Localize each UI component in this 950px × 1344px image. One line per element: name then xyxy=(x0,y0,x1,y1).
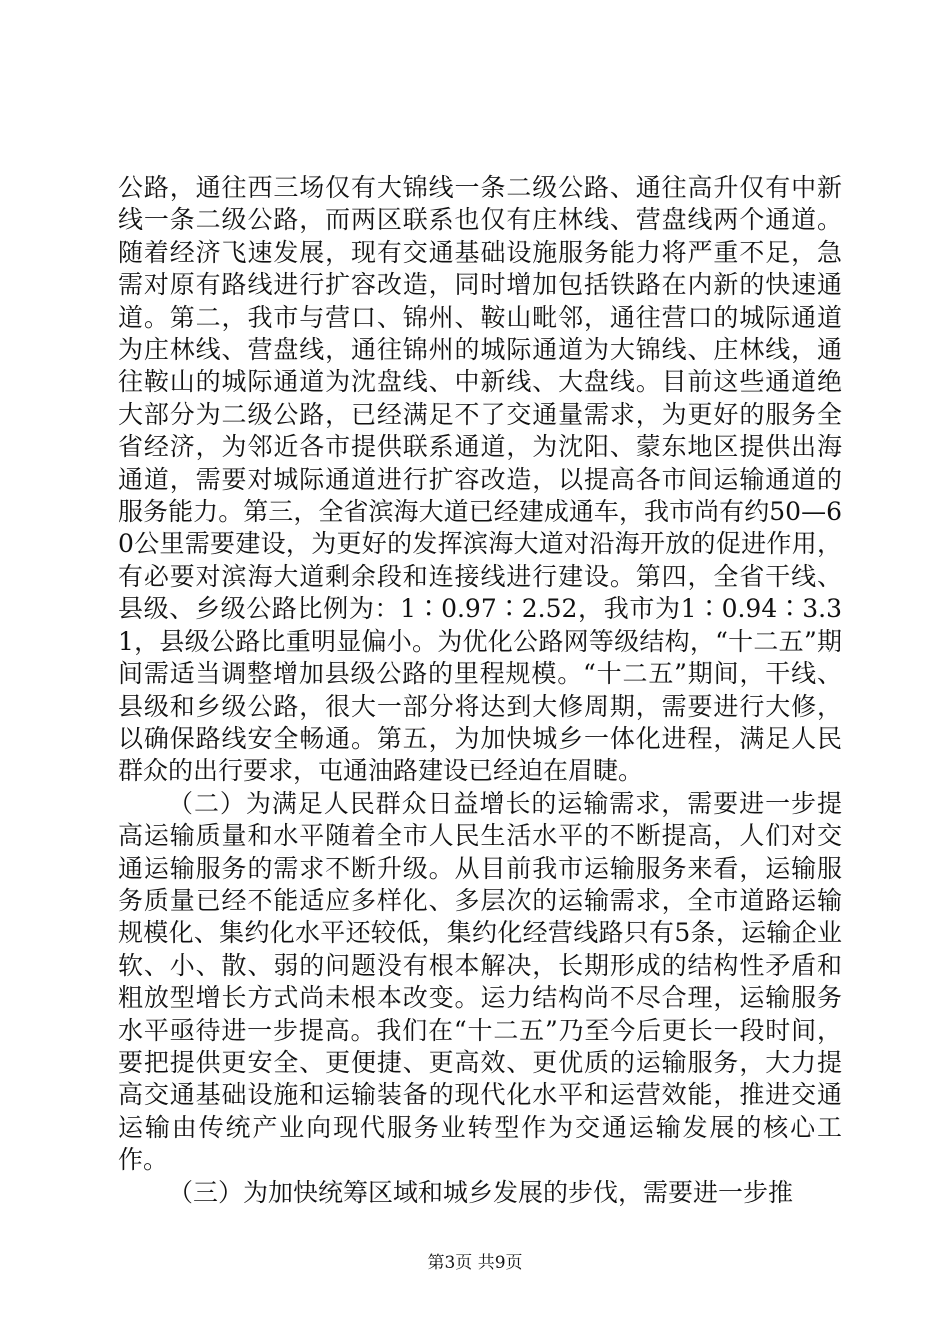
paragraph-2: （二）为满足人民群众日益增长的运输需求，需要进一步提高运输质量和水平随着全市人民生活水平的不断提高，人们对交通运输服务的需求不断升级。从目前我市运输服务来看，运输服务质量已经不能适应多样化、多层次的运输需求，全市道路运输规模化、集约化水平还较低，集约化经营线路只有5条，运输企业软、小、散、弱的问题没有根本解决，长期形成的结构性矛盾和粗放型增长方式尚未根本改变。运力结构尚不尽合理，运输服务水平亟待进一步提高。我们在“十二五”乃至今后更长一段时间，要把提供更安全、更便捷、更高效、更优质的运输服务，大力提高交通基础设施和运输装备的现代化水平和运营效能，推进交通运输由传统产业向现代服务业转型作为交通运输发展的核心工作。 xyxy=(118,788,842,1175)
document-body xyxy=(118,172,842,1209)
paragraph-3: （三）为加快统筹区域和城乡发展的步伐，需要进一步推 xyxy=(168,1177,794,1207)
paragraph-1: 公路，通往西三场仅有大锦线一条二级公路、通往高升仅有中新线一条二级公路，而两区联系也仅有庄林线、营盘线两个通道。随着经济飞速发展，现有交通基础设施服务能力将严重不足，急需对原有路线进行扩容改造，同时增加包括铁路在内新的快速通道。第二，我市与营口、锦州、鞍山毗邻，通往营口的城际通道为庄林线、营盘线，通往锦州的城际通道为大锦线、庄林线，通往鞍山的城际通道为沈盘线、中新线、大盘线。目前这些通道绝大部分为二级公路，已经满足不了交通量需求，为更好的服务全省经济，为邻近各市提供联系通道，为沈阳、蒙东地区提供出海通道，需要对城际通道进行扩容改造，以提高各市间运输通道的服务能力。第三，全省滨海大道已经建成通车，我市尚有约50—60公里需要建设，为更好的发挥滨海大道对沿海开放的促进作用，有必要对滨海大道剩余段和连接线进行建设。第四，全省干线、县级、乡级公路比例为：1∶0.97∶2.52，我市为1∶0.94∶3.31，县级公路比重明显偏小。为优化公路网等级结构，“十二五”期间需适当调整增加县级公路的里程规模。“十二五”期间，干线、县级和乡级公路，很大一部分将达到大修周期，需要进行大修，以确保路线安全畅通。第五，为加快城乡一体化进程，满足人民群众的出行要求，屯通油路建设已经迫在眉睫。 xyxy=(118,173,842,786)
page-footer: 第3页 共9页 xyxy=(427,1253,523,1273)
